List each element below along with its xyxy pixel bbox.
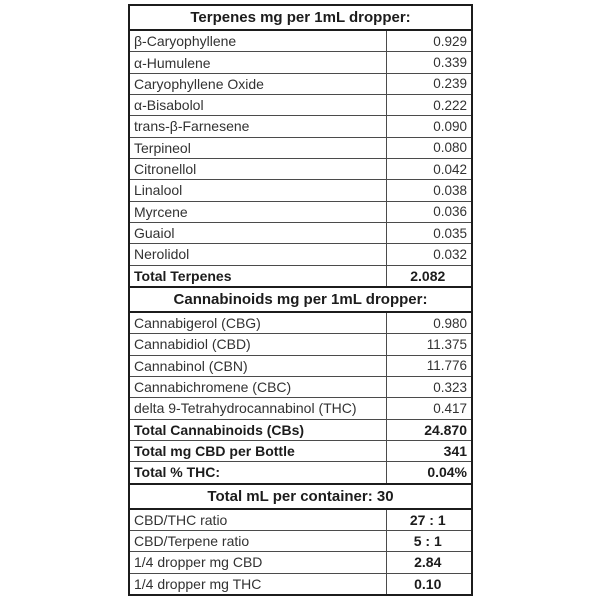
row-label: Nerolidol <box>129 244 386 265</box>
table-row <box>129 312 472 334</box>
table-row <box>129 95 472 116</box>
row-label: Citronellol <box>129 158 386 179</box>
row-value: 0.035 <box>386 222 472 243</box>
table-row <box>129 573 472 595</box>
table-row <box>129 398 472 419</box>
row-label: Cannabinol (CBN) <box>129 355 386 376</box>
row-value: 0.036 <box>386 201 472 222</box>
table-row <box>129 222 472 243</box>
row-label: delta 9-Tetrahydrocannabinol (THC) <box>129 398 386 419</box>
row-value: 0.239 <box>386 73 472 94</box>
table-row <box>129 52 472 73</box>
row-value: 0.042 <box>386 158 472 179</box>
table-row <box>129 419 472 440</box>
row-value: 11.375 <box>386 334 472 355</box>
row-value: 0.339 <box>386 52 472 73</box>
section-header-label: Cannabinoids mg per 1mL dropper: <box>129 287 472 312</box>
row-label: Cannabigerol (CBG) <box>129 312 386 334</box>
row-label: β-Caryophyllene <box>129 30 386 52</box>
row-label: Total % THC: <box>129 462 386 484</box>
potency-table <box>128 4 473 596</box>
section-header-label: Terpenes mg per 1mL dropper: <box>129 5 472 30</box>
table-row <box>129 376 472 397</box>
row-value: 0.323 <box>386 376 472 397</box>
row-value: 341 <box>386 440 472 461</box>
row-value: 0.032 <box>386 244 472 265</box>
table-row <box>129 552 472 573</box>
row-label: Terpineol <box>129 137 386 158</box>
table-row <box>129 158 472 179</box>
row-label: α-Humulene <box>129 52 386 73</box>
row-label: Total mg CBD per Bottle <box>129 440 386 461</box>
row-value: 0.080 <box>386 137 472 158</box>
row-value: 0.090 <box>386 116 472 137</box>
section-header-row <box>129 5 472 30</box>
potency-table-body <box>129 5 472 595</box>
row-label: trans-β-Farnesene <box>129 116 386 137</box>
section-header-row <box>129 484 472 509</box>
table-row <box>129 440 472 461</box>
row-value: 0.417 <box>386 398 472 419</box>
table-row <box>129 355 472 376</box>
row-value: 0.222 <box>386 95 472 116</box>
row-value: 0.038 <box>386 180 472 201</box>
row-value: 5 : 1 <box>386 530 472 551</box>
row-label: 1/4 dropper mg THC <box>129 573 386 595</box>
row-value: 27 : 1 <box>386 509 472 531</box>
row-value: 0.04% <box>386 462 472 484</box>
row-value: 11.776 <box>386 355 472 376</box>
table-row <box>129 509 472 531</box>
row-value: 0.980 <box>386 312 472 334</box>
row-value: 0.929 <box>386 30 472 52</box>
row-value: 2.84 <box>386 552 472 573</box>
row-label: Linalool <box>129 180 386 201</box>
row-label: Guaiol <box>129 222 386 243</box>
table-row <box>129 137 472 158</box>
row-label: α-Bisabolol <box>129 95 386 116</box>
row-label: Myrcene <box>129 201 386 222</box>
row-label: Total Terpenes <box>129 265 386 287</box>
table-row <box>129 462 472 484</box>
table-row <box>129 244 472 265</box>
table-row <box>129 265 472 287</box>
row-label: CBD/THC ratio <box>129 509 386 531</box>
table-row <box>129 201 472 222</box>
section-header-row <box>129 287 472 312</box>
row-label: CBD/Terpene ratio <box>129 530 386 551</box>
row-value: 0.10 <box>386 573 472 595</box>
row-label: Cannabichromene (CBC) <box>129 376 386 397</box>
row-value: 24.870 <box>386 419 472 440</box>
table-row <box>129 73 472 94</box>
section-header-label: Total mL per container: 30 <box>129 484 472 509</box>
row-label: Cannabidiol (CBD) <box>129 334 386 355</box>
table-row <box>129 530 472 551</box>
table-row <box>129 30 472 52</box>
row-label: Caryophyllene Oxide <box>129 73 386 94</box>
table-row <box>129 180 472 201</box>
table-row <box>129 116 472 137</box>
row-value: 2.082 <box>386 265 472 287</box>
row-label: Total Cannabinoids (CBs) <box>129 419 386 440</box>
row-label: 1/4 dropper mg CBD <box>129 552 386 573</box>
table-row <box>129 334 472 355</box>
